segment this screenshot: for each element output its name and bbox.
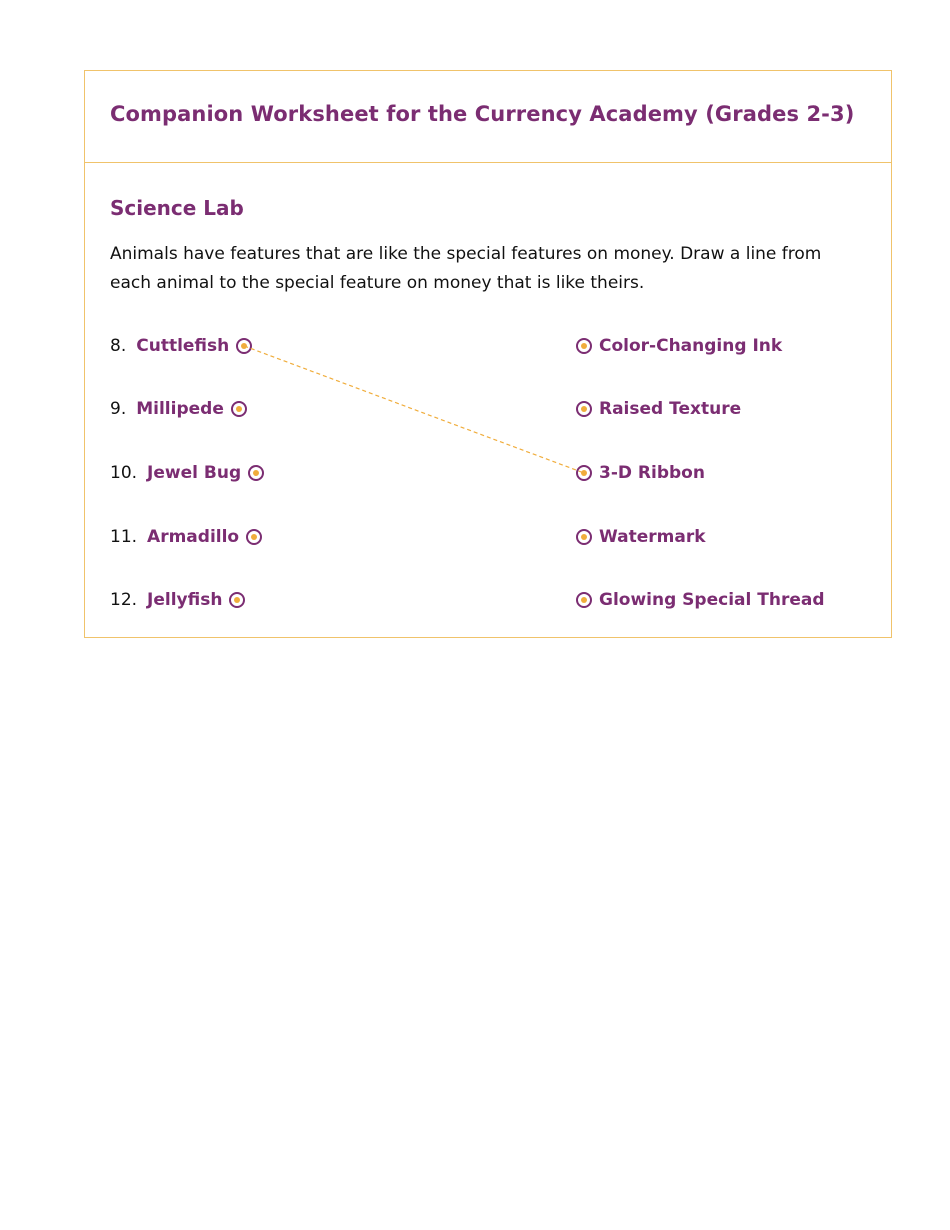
- feature-dot-raised-texture[interactable]: [576, 401, 592, 417]
- item-number: 9.: [110, 399, 127, 419]
- item-number: 8.: [110, 336, 127, 356]
- animal-row-cuttlefish: [110, 334, 252, 358]
- item-number: 11.: [110, 527, 138, 547]
- animal-label: Armadillo: [147, 527, 240, 547]
- animal-row-armadillo: [110, 525, 262, 549]
- feature-row-glowing-special-thread: [576, 588, 825, 612]
- animal-dot-millipede[interactable]: [231, 401, 247, 417]
- feature-dot-glowing-special-thread[interactable]: [576, 592, 592, 608]
- feature-row-raised-texture: [576, 397, 741, 421]
- feature-dot-3d-ribbon[interactable]: [576, 465, 592, 481]
- animal-dot-cuttlefish[interactable]: [236, 338, 252, 354]
- worksheet-title: Companion Worksheet for the Currency Academy (Grades 2-3): [110, 102, 855, 126]
- feature-label: Raised Texture: [599, 399, 742, 419]
- item-number: 10.: [110, 463, 138, 483]
- feature-label: Color-Changing Ink: [599, 336, 783, 356]
- animal-row-jellyfish: [110, 588, 245, 612]
- section-title: Science Lab: [110, 196, 244, 220]
- animal-label: Millipede: [136, 399, 224, 419]
- feature-dot-color-changing-ink[interactable]: [576, 338, 592, 354]
- animal-row-jewel-bug: [110, 461, 264, 485]
- animal-dot-jellyfish[interactable]: [229, 592, 245, 608]
- feature-dot-watermark[interactable]: [576, 529, 592, 545]
- feature-row-watermark: [576, 525, 706, 549]
- feature-row-color-changing-ink: [576, 334, 782, 358]
- animal-label: Cuttlefish: [136, 336, 230, 356]
- worksheet-header: [85, 71, 891, 163]
- animal-label: Jellyfish: [147, 590, 223, 610]
- feature-label: Watermark: [599, 527, 706, 547]
- animal-label: Jewel Bug: [147, 463, 242, 483]
- feature-row-3d-ribbon: [576, 461, 705, 485]
- feature-label: 3-D Ribbon: [599, 463, 705, 483]
- feature-label: Glowing Special Thread: [599, 590, 825, 610]
- animal-row-millipede: [110, 397, 247, 421]
- animal-dot-jewel-bug[interactable]: [248, 465, 264, 481]
- instructions: Animals have features that are like the special features on money. Draw a line from each animal to the special feature on money that is like theirs.: [110, 244, 822, 293]
- animal-dot-armadillo[interactable]: [246, 529, 262, 545]
- item-number: 12.: [110, 590, 138, 610]
